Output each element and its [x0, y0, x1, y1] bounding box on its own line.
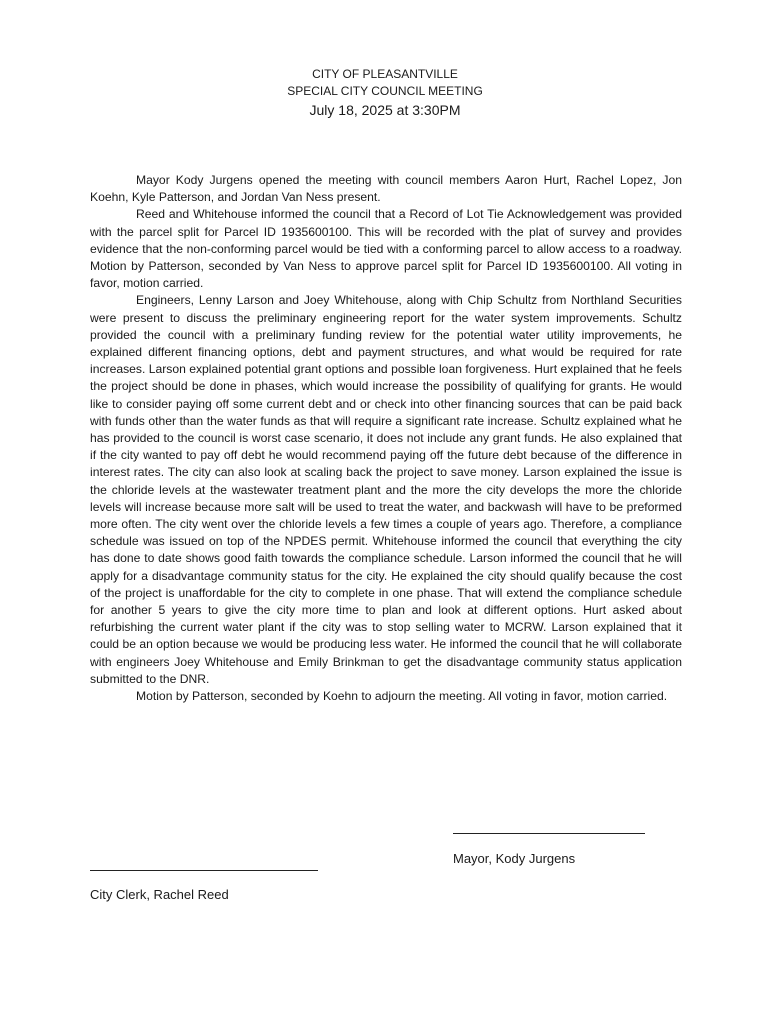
meeting-date-heading: July 18, 2025 at 3:30PM: [309, 102, 461, 118]
paragraph-water-system: Engineers, Lenny Larson and Joey Whitehouse, along with Chip Schultz from Northland Securities were present to discuss the preliminary engineering report for the water system improvements. Schultz provided the council with a preliminary funding review for the potential water utility improvements, he explained different financing options, debt and payment structures, and what would be required for rate increases. Larson explained potential grant options and possible loan forgiveness. Hurt explained that he feels the project should be done in phases, which would increase the possibility of qualifying for grants. He would like to consider paying off some current debt and or check into other financing sources that can be paid back with funds other than the water funds as that will require a significant rate increase. Schultz explained what he has provided to the council is worst case scenario, it does not include any grant funds. He also explained that if the city wanted to pay off debt he would recommend paying off the future debt because of the difference in interest rates. The city can also look at scaling back the project to save money. Larson explained the issue is the chloride levels at the wastewater treatment plant and the more the city develops the more the chloride levels will increase because more salt will be used to treat the water, and backwash will have to be preformed more often. The city went over the chloride levels a few times a couple of years ago. Therefore, a compliance schedule was issued on top of the NPDES permit. Whitehouse informed the council that everything the city has done to date shows good faith towards the compliance schedule. Larson informed the council that he will apply for a disadvantage community status for the city. He explained the city should qualify because the cost of the project is unaffordable for the city to complete in one phase. That will extend the compliance schedule for another 5 years to give the city more time to plan and look at different options. Hurt asked about refurbishing the current water plant if the city was to stop selling water to MCRW. Larson explained that it could be an option because we would be producing less water. He informed the council that he will collaborate with engineers Joey Whitehouse and Emily Brinkman to get the disadvantage community status application submitted to the DNR.: [90, 293, 682, 686]
clerk-signature-label: City Clerk, Rachel Reed: [90, 887, 229, 902]
minutes-body: [90, 172, 682, 705]
mayor-signature-label: Mayor, Kody Jurgens: [453, 851, 576, 866]
clerk-signature-line: [90, 870, 318, 871]
paragraph-parcel-split: Reed and Whitehouse informed the council that a Record of Lot Tie Acknowledgement was provided with the parcel split for Parcel ID 1935600100. This will be recorded with the plat of survey and provides evidence that the non-conforming parcel would be tied with a conforming parcel to allow access to a roadway. Motion by Patterson, seconded by Van Ness to approve parcel split for Parcel ID 1935600100. All voting in favor, motion carried.: [90, 207, 682, 291]
paragraph-attendance: Mayor Kody Jurgens opened the meeting with council members Aaron Hurt, Rachel Lopez, Jon Koehn, Kyle Patterson, and Jordan Van Ness present.: [90, 173, 682, 205]
city-name-heading: CITY OF PLEASANTVILLE: [312, 67, 458, 81]
meeting-type-heading: SPECIAL CITY COUNCIL MEETING: [287, 84, 483, 98]
mayor-signature-line: [453, 833, 645, 834]
paragraph-adjourn: Motion by Patterson, seconded by Koehn to adjourn the meeting. All voting in favor, motion carried.: [136, 689, 668, 704]
